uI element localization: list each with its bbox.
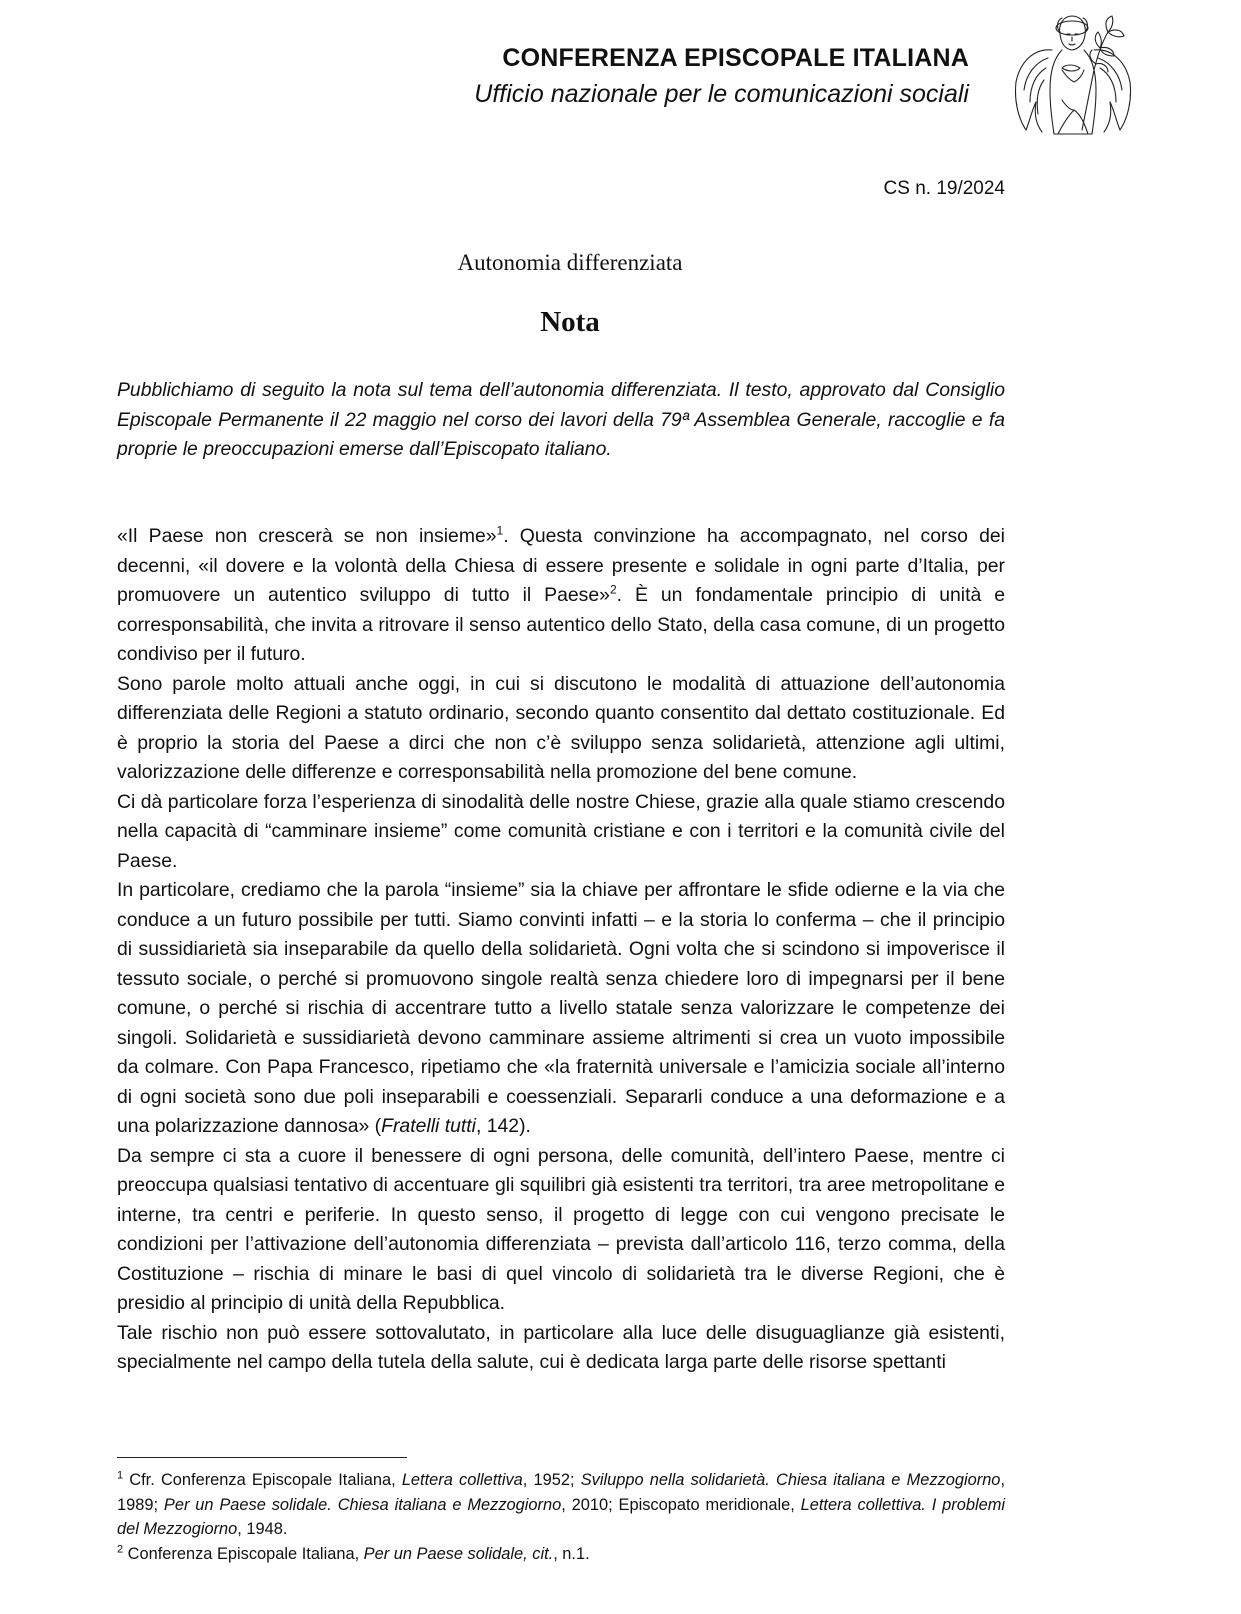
office-name: Ufficio nazionale per le comunicazioni sociali xyxy=(474,80,969,108)
footnote-ref: 2 xyxy=(609,582,617,597)
body-paragraph-5: Da sempre ci sta a cuore il benessere di ogni persona, delle comunità, dell’intero Paese, mentre ci preoccupa qualsiasi tentativo di accentuare gli squilibri già esistenti tra territori, tra aree metropolitane e interne, tra centri e periferie. In questo senso, il progetto di legge con cui vengono precisate le condizioni per l’attivazione dell’autonomia differenziata – prevista dall’articolo 116, terzo comma, della Costituzione – rischia di minare le basi di quel vincolo di solidarietà tra le diverse Regioni, che è presidio al principio di unità della Repubblica. xyxy=(117,1144,1005,1314)
angel-with-lily-icon xyxy=(1012,10,1134,138)
paragraph-text: «Il Paese non crescerà se non insieme» xyxy=(117,525,497,547)
paragraph-text: . Questa convinzione ha accompagnato, nel corso dei decenni, «il dovere e la volontà della Chiesa di essere presente e solidale in ogni parte d’Italia, per promuovere un autentico sviluppo di tutto il Paese» xyxy=(117,525,1005,606)
footnote-text: , 1952; xyxy=(522,1471,581,1489)
body-paragraph-6: Tale rischio non può essere sottovalutato, in particolare alla luce delle disuguaglianze già esistenti, specialmente nel campo della tutela della salute, cui è dedicata larga parte delle risorse spettanti xyxy=(117,1321,1005,1373)
footnotes xyxy=(117,1468,1005,1566)
organization-name: CONFERENZA EPISCOPALE ITALIANA xyxy=(502,44,969,72)
footnote-text: , 1948. xyxy=(237,1520,288,1538)
paragraph-text: , 142). xyxy=(475,1115,531,1137)
body-paragraph-1 xyxy=(117,522,1005,670)
footnote-citation: Lettera collettiva. I problemi del Mezzogiorno xyxy=(117,1495,1005,1538)
footnote-number: 1 xyxy=(117,1469,124,1482)
footnote-text: Conferenza Episcopale Italiana, xyxy=(123,1544,364,1563)
body-paragraph-4 xyxy=(117,876,1005,1142)
intro-paragraph: Pubblichiamo di seguito la nota sul tema dell’autonomia differenziata. Il testo, approvato dal Consiglio Episcopale Permanente il 22 maggio nel corso dei lavori della 79ª Assemblea Generale, raccoglie e fa proprie le preoccupazioni emerse dall’Episcopato italiano. xyxy=(117,379,1005,460)
paragraph-text: In particolare, crediamo che la parola “insieme” sia la chiave per affrontare le sfide odierne e la via che conduce a un futuro possibile per tutti. Siamo convinti infatti – e la storia lo conferma – che il principio di sussidiarietà sia inseparabile da quello della solidarietà. Ogni volta che si scindono si impoverisce il tessuto sociale, o perché si promuovono singole realtà senza chiedere loro di impegnarsi per il bene comune, o perché si rischia di accentrare tutto a livello statale senza valorizzare le competenze dei singoli. Solidarietà e sussidiarietà devono camminare assieme altrimenti si crea un vuoto impossibile da colmare. Con Papa Francesco, ripetiamo che «la fraternità universale e l’amicizia sociale all’interno di ogni società sono due poli inseparabili e coessenziali. Separarli conduce a una deformazione e a una polarizzazione dannosa» ( xyxy=(117,879,1005,1137)
footnote-text: , 1989; xyxy=(117,1471,1005,1514)
body-paragraph-2: Sono parole molto attuali anche oggi, in cui si discutono le modalità di attuazione dell’autonomia differenziata delle Regioni a statuto ordinario, secondo quanto consentito dal dettato costituzionale. Ed è proprio la storia del Paese a dirci che non c’è sviluppo senza solidarietà, attenzione agli ultimi, valorizzazione delle differenze e corresponsabilità nella promozione del bene comune. xyxy=(117,672,1005,783)
paragraph-text: . È un fondamentale principio di unità e corresponsabilità, che invita a ritrovare il senso autentico dello Stato, della casa comune, di un progetto condiviso per il futuro. xyxy=(117,584,1006,665)
footnote-citation: Sviluppo nella solidarietà. Chiesa italiana e Mezzogiorno xyxy=(580,1471,1001,1489)
footnote-text: , 2010; Episcopato meridionale, xyxy=(561,1495,801,1514)
footnote-ref: 1 xyxy=(496,523,504,538)
citation-title: Fratelli tutti xyxy=(381,1115,476,1137)
document-topic: Autonomia differenziata xyxy=(457,250,683,275)
body-paragraph-3: Ci dà particolare forza l’esperienza di sinodalità delle nostre Chiese, grazie alla quale stiamo crescendo nella capacità di “camminare insieme” come comunità cristiane e con i territori e la comunità civile del Paese. xyxy=(117,790,1005,872)
footnote-divider xyxy=(117,1457,407,1458)
footnote-citation: Per un Paese solidale, xyxy=(363,1544,528,1563)
footnote-text: Cfr. Conferenza Episcopale Italiana, xyxy=(123,1471,402,1489)
document-title: Nota xyxy=(540,306,600,338)
footnote-citation: Lettera collettiva xyxy=(401,1471,523,1489)
footnote-2 xyxy=(117,1542,1005,1567)
footnote-number: 2 xyxy=(117,1543,124,1556)
footnote-citation: cit. xyxy=(532,1544,554,1563)
press-release-number: CS n. 19/2024 xyxy=(883,178,1005,199)
footnote-citation: Per un Paese solidale. Chiesa italiana e Mezzogiorno xyxy=(163,1495,562,1514)
footnote-text: , n.1. xyxy=(553,1544,590,1563)
document-body xyxy=(117,522,1005,1378)
footnote-1 xyxy=(117,1468,1005,1542)
